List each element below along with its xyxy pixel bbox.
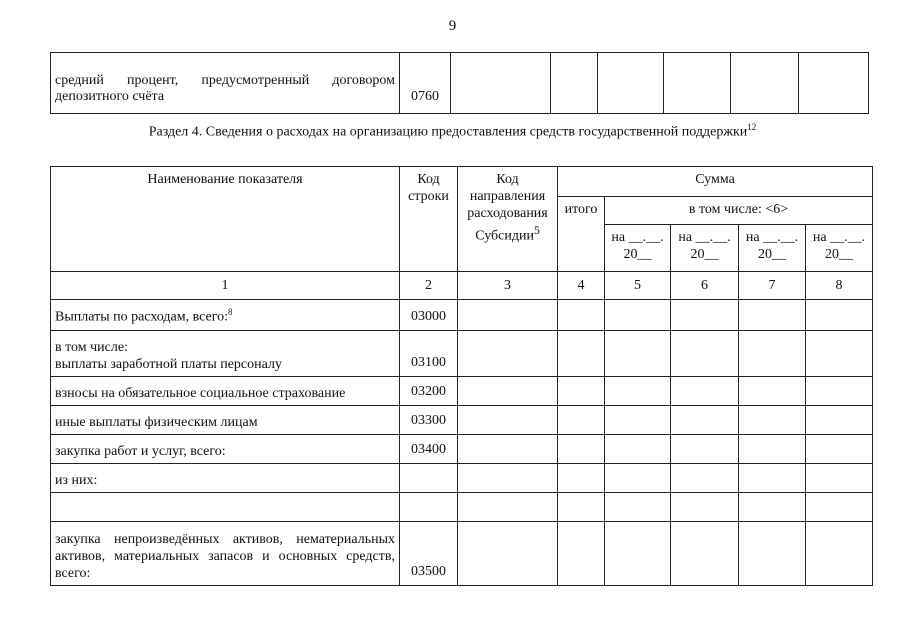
header-name: Наименование показателя [51,167,400,272]
cell [605,493,671,522]
cell [671,493,739,522]
header-direction-line: Код [496,172,519,187]
column-number: 4 [558,272,605,300]
cell [458,300,558,331]
cell [806,435,873,464]
header-direction [458,167,558,272]
header-date-line: 20__ [758,247,786,262]
deposit-rate-table [50,52,869,114]
table-row [51,435,873,464]
cell [806,406,873,435]
cell [671,522,739,586]
header-date-line: 20__ [690,247,719,262]
row-code: 03000 [400,300,458,331]
cell [731,53,799,114]
cell [458,331,558,377]
row-label-line: в том числе: [55,340,128,355]
cell [551,53,598,114]
cell [671,435,739,464]
cell [671,464,739,493]
header-date-line: 20__ [825,247,854,262]
cell [598,53,664,114]
cell [605,406,671,435]
cell [671,331,739,377]
table-row [51,464,873,493]
header-code [400,167,458,272]
cell [739,377,806,406]
cell [51,493,400,522]
cell [558,331,605,377]
cell [605,435,671,464]
column-number: 3 [458,272,558,300]
cell [739,406,806,435]
cell [605,522,671,586]
table-row [51,522,873,586]
cell [739,300,806,331]
cell [806,331,873,377]
header-including: в том числе: <6> [605,197,873,225]
cell [605,464,671,493]
header-date-line: на __.__. [812,230,866,245]
cell [558,406,605,435]
table-row [51,493,873,522]
header-date [806,225,873,272]
row-code: 03500 [400,522,458,586]
cell [605,377,671,406]
header-direction-line [458,222,557,245]
row-label-line: средний процент, предусмотренный договором [55,73,395,88]
cell [605,331,671,377]
column-number: 2 [400,272,458,300]
row-label [51,331,400,377]
table-row [51,331,873,377]
cell [458,377,558,406]
row-code: 03400 [400,435,458,464]
cell [671,377,739,406]
row-label-text: Выплаты по расходам, всего: [55,309,229,325]
column-number: 5 [605,272,671,300]
header-row [51,167,873,197]
header-date [605,225,671,272]
cell [806,522,873,586]
row-code: 0760 [400,53,451,114]
table-row [51,53,869,114]
header-code-line: строки [408,189,449,204]
row-label [51,522,400,586]
cell [671,406,739,435]
header-direction-line: направления [469,189,546,204]
footnote-marker: 12 [747,122,757,132]
cell [664,53,731,114]
header-date-line: на __.__. [611,230,664,245]
cell [558,522,605,586]
cell [558,300,605,331]
header-direction-text: Субсидии [475,228,534,244]
footnote-marker: 8 [228,307,233,318]
cell [739,435,806,464]
row-label-line: активов, материальных запасов и основных средств, [55,549,395,564]
cell [806,493,873,522]
row-label: из них: [51,464,400,493]
expenses-table [50,166,873,586]
cell [400,493,458,522]
header-code-line: Код [417,172,440,187]
cell [558,464,605,493]
header-date-line: на __.__. [745,230,799,245]
page-number: 9 [448,18,457,34]
cell [806,377,873,406]
cell [458,464,558,493]
column-number: 7 [739,272,806,300]
row-label-line: депозитного счёта [55,89,165,104]
cell [400,464,458,493]
cell [558,435,605,464]
header-total: итого [558,197,605,272]
cell [739,331,806,377]
cell [458,493,558,522]
row-label [51,53,400,114]
row-code: 03300 [400,406,458,435]
row-label-line: выплаты заработной платы персоналу [55,357,282,372]
header-date-line: на __.__. [678,230,731,245]
row-code: 03200 [400,377,458,406]
cell [458,406,558,435]
cell [458,522,558,586]
cell [739,493,806,522]
row-label: взносы на обязательное социальное страхование [51,377,400,406]
cell [451,53,551,114]
cell [671,300,739,331]
header-direction-line: расходования [467,206,548,221]
header-date-line: 20__ [623,247,652,262]
header-date [739,225,806,272]
table-row [51,300,873,331]
table-row [51,377,873,406]
cell [739,522,806,586]
header-sum: Сумма [558,167,873,197]
row-code: 03100 [400,331,458,377]
cell [558,493,605,522]
row-label: иные выплаты физическим лицам [51,406,400,435]
column-number: 8 [806,272,873,300]
section-title [0,122,905,141]
cell [558,377,605,406]
column-number: 1 [51,272,400,300]
section-title-text: Раздел 4. Сведения о расходах на организацию предоставления средств государственной поддержки [148,124,748,140]
row-label-line: закупка непроизведённых активов, нематериальных [55,532,395,547]
footnote-marker: 5 [533,224,540,237]
column-number-row [51,272,873,300]
header-date [671,225,739,272]
row-label [51,300,400,331]
row-label: закупка работ и услуг, всего: [51,435,400,464]
cell [605,300,671,331]
cell [739,464,806,493]
column-number: 6 [671,272,739,300]
cell [458,435,558,464]
cell [806,300,873,331]
cell [799,53,869,114]
table-row [51,406,873,435]
row-label-line: всего: [55,566,91,581]
cell [806,464,873,493]
